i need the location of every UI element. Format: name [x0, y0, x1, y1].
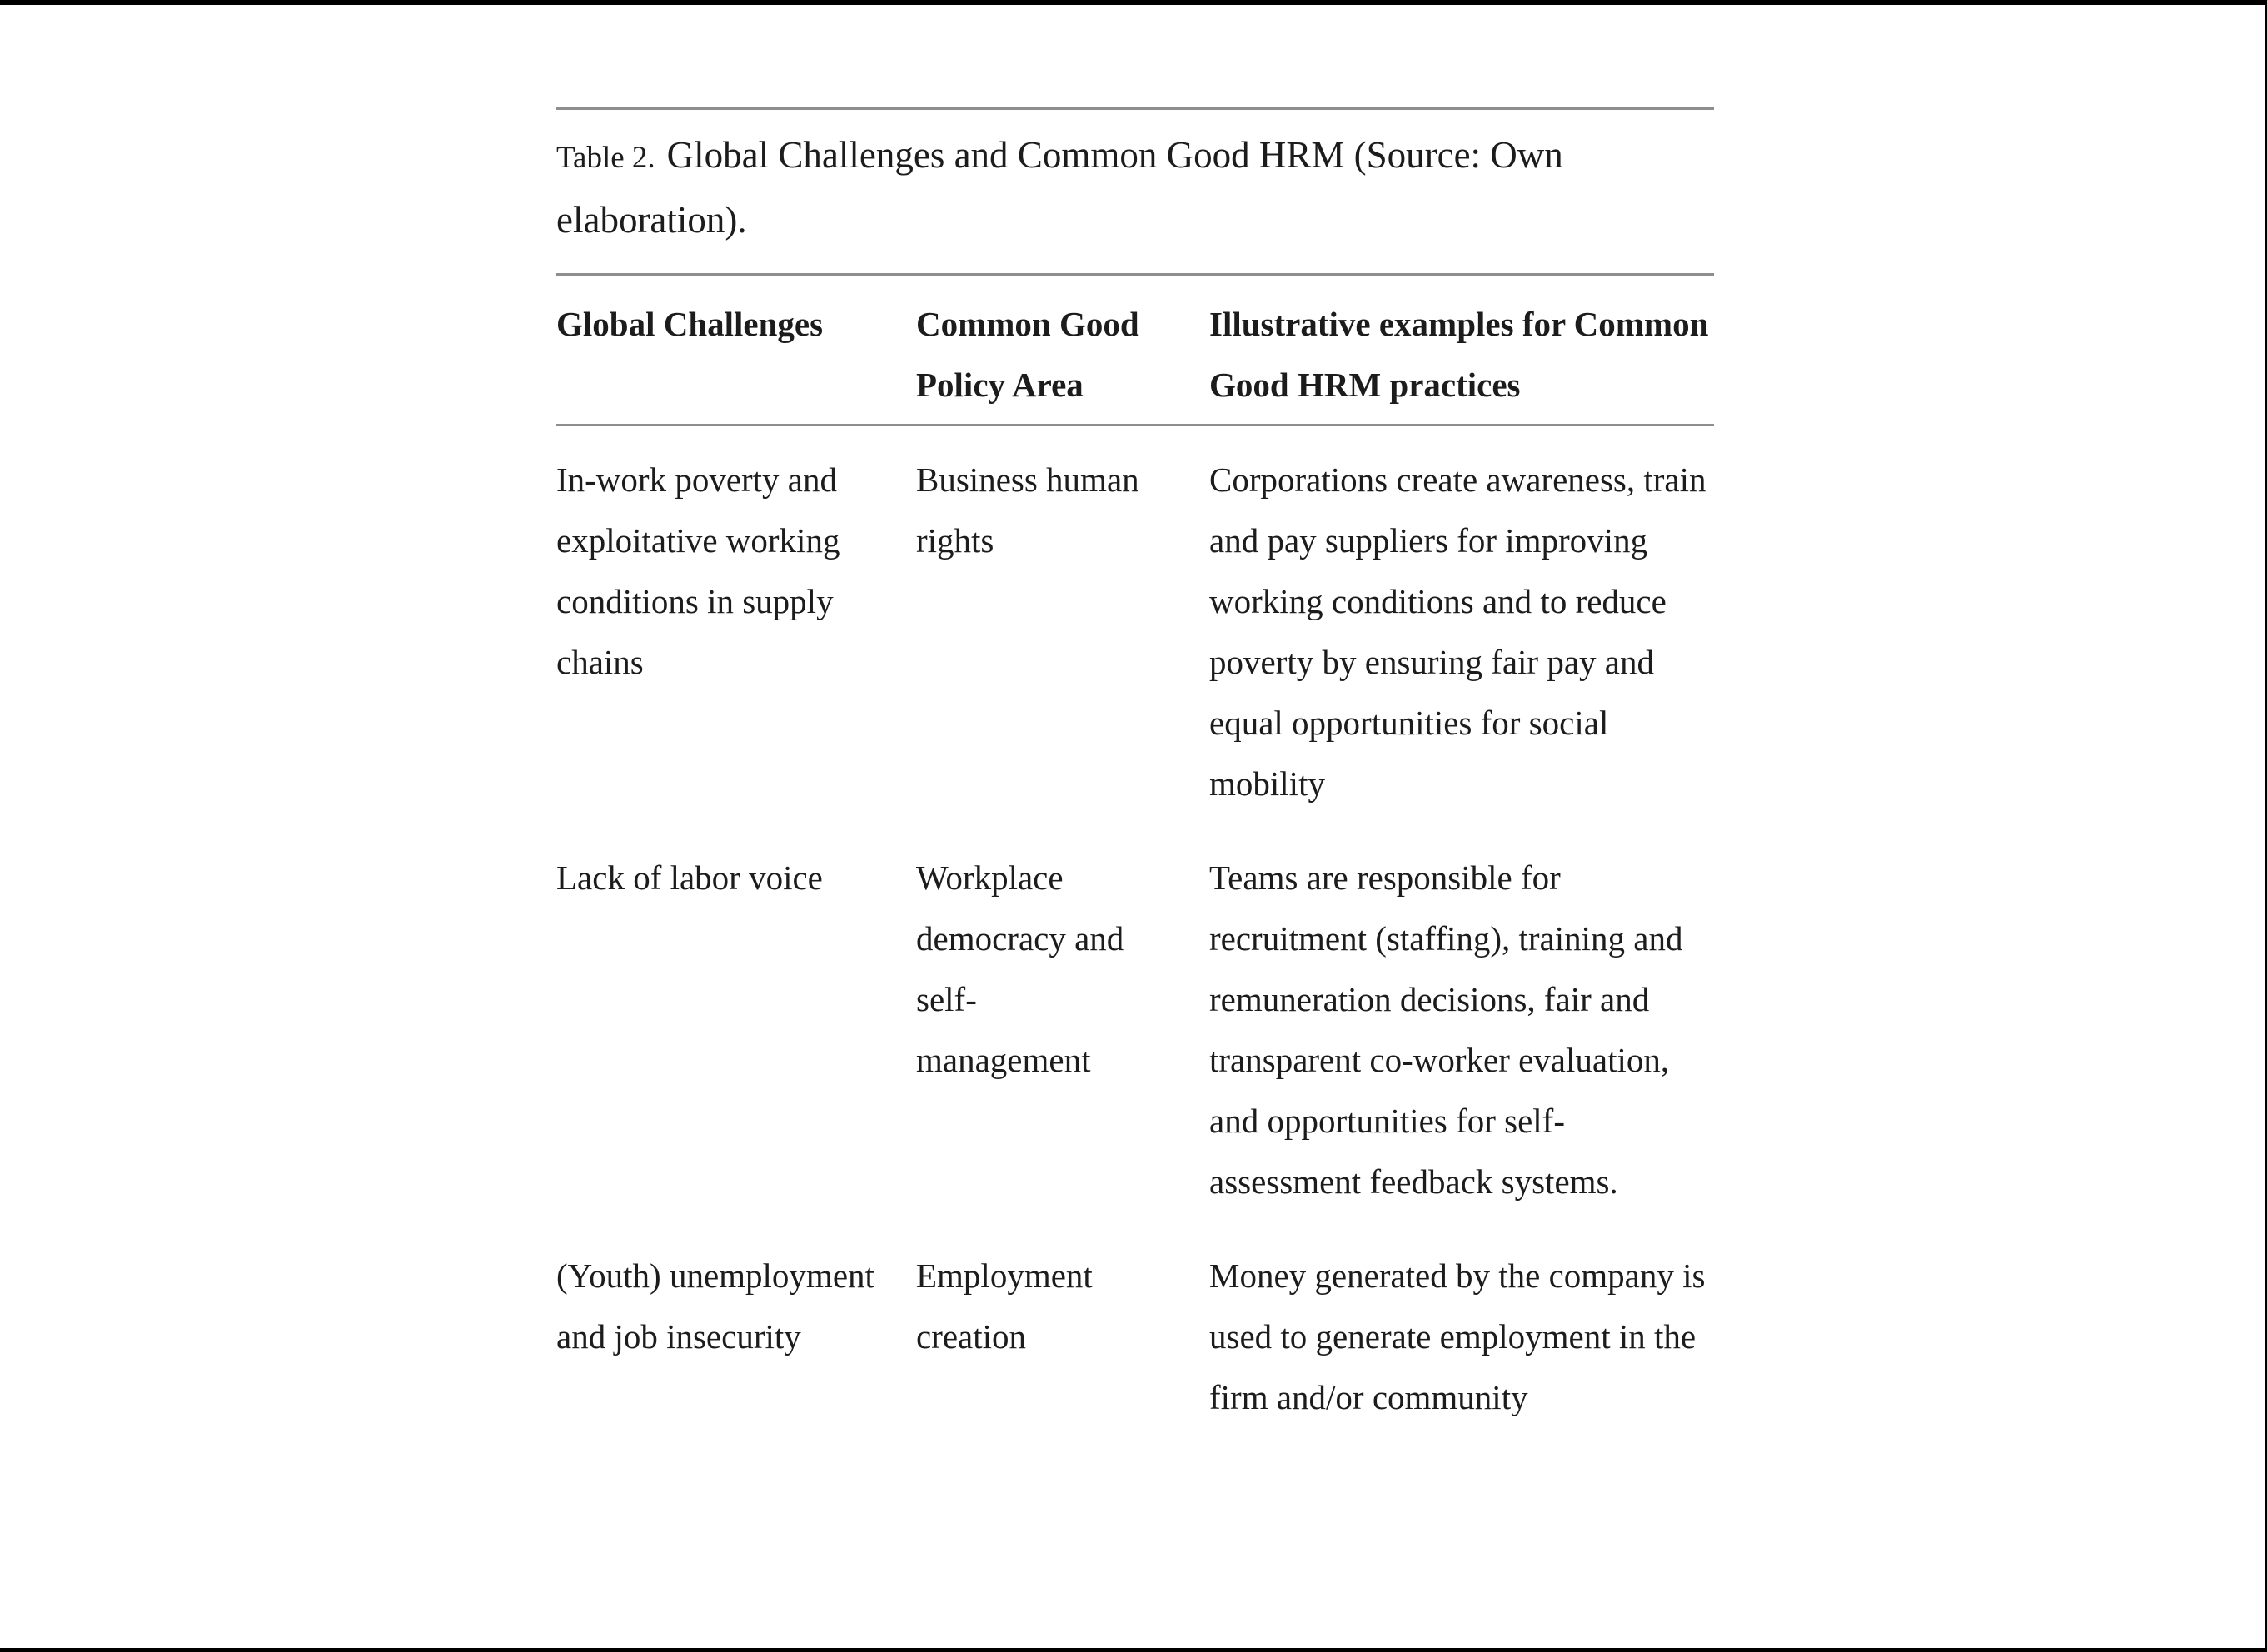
column-header-illustrative-examples: Illustrative examples for Common Good HRM practices [1209, 275, 1714, 425]
policy-area-cell: Business human rights [916, 460, 1139, 560]
table-caption-text: Global Challenges and Common Good HRM (Source: Own elaboration). [556, 134, 1563, 241]
challenge-cell: Lack of labor voice [556, 858, 823, 897]
table-row [556, 425, 1714, 825]
example-cell: Money generated by the company is used to generate employment in the firm and/or community [1209, 1256, 1706, 1416]
caption-top-rule [556, 107, 1714, 110]
table-body [556, 425, 1714, 1439]
header-row [556, 275, 1714, 425]
table-caption-label: Table 2. [556, 141, 655, 175]
table-header [556, 275, 1714, 425]
policy-area-cell: Workplace democracy and self-management [916, 858, 1124, 1079]
column-header-global-challenges: Global Challenges [556, 275, 916, 425]
global-challenges-table [556, 273, 1714, 1438]
column-header-common-good-policy-area: Common Good Policy Area [916, 275, 1209, 425]
challenge-cell: In-work poverty and exploitative working conditions in supply chains [556, 460, 840, 681]
challenge-cell: (Youth) unemployment and job insecurity [556, 1256, 874, 1356]
table-caption [556, 124, 1714, 251]
example-cell: Teams are responsible for recruitment (staffing), training and remuneration decisions, fair and transparent co-worker evaluation, and opportunities for self-assessment feedback systems. [1209, 858, 1683, 1201]
table-row [556, 1222, 1714, 1438]
policy-area-cell: Employment creation [916, 1256, 1093, 1356]
table-block [556, 5, 1714, 1438]
table-row [556, 824, 1714, 1222]
example-cell: Corporations create awareness, train and pay suppliers for improving working conditions and to reduce poverty by ensuring fair pay and equal opportunities for social mobility [1209, 460, 1706, 803]
